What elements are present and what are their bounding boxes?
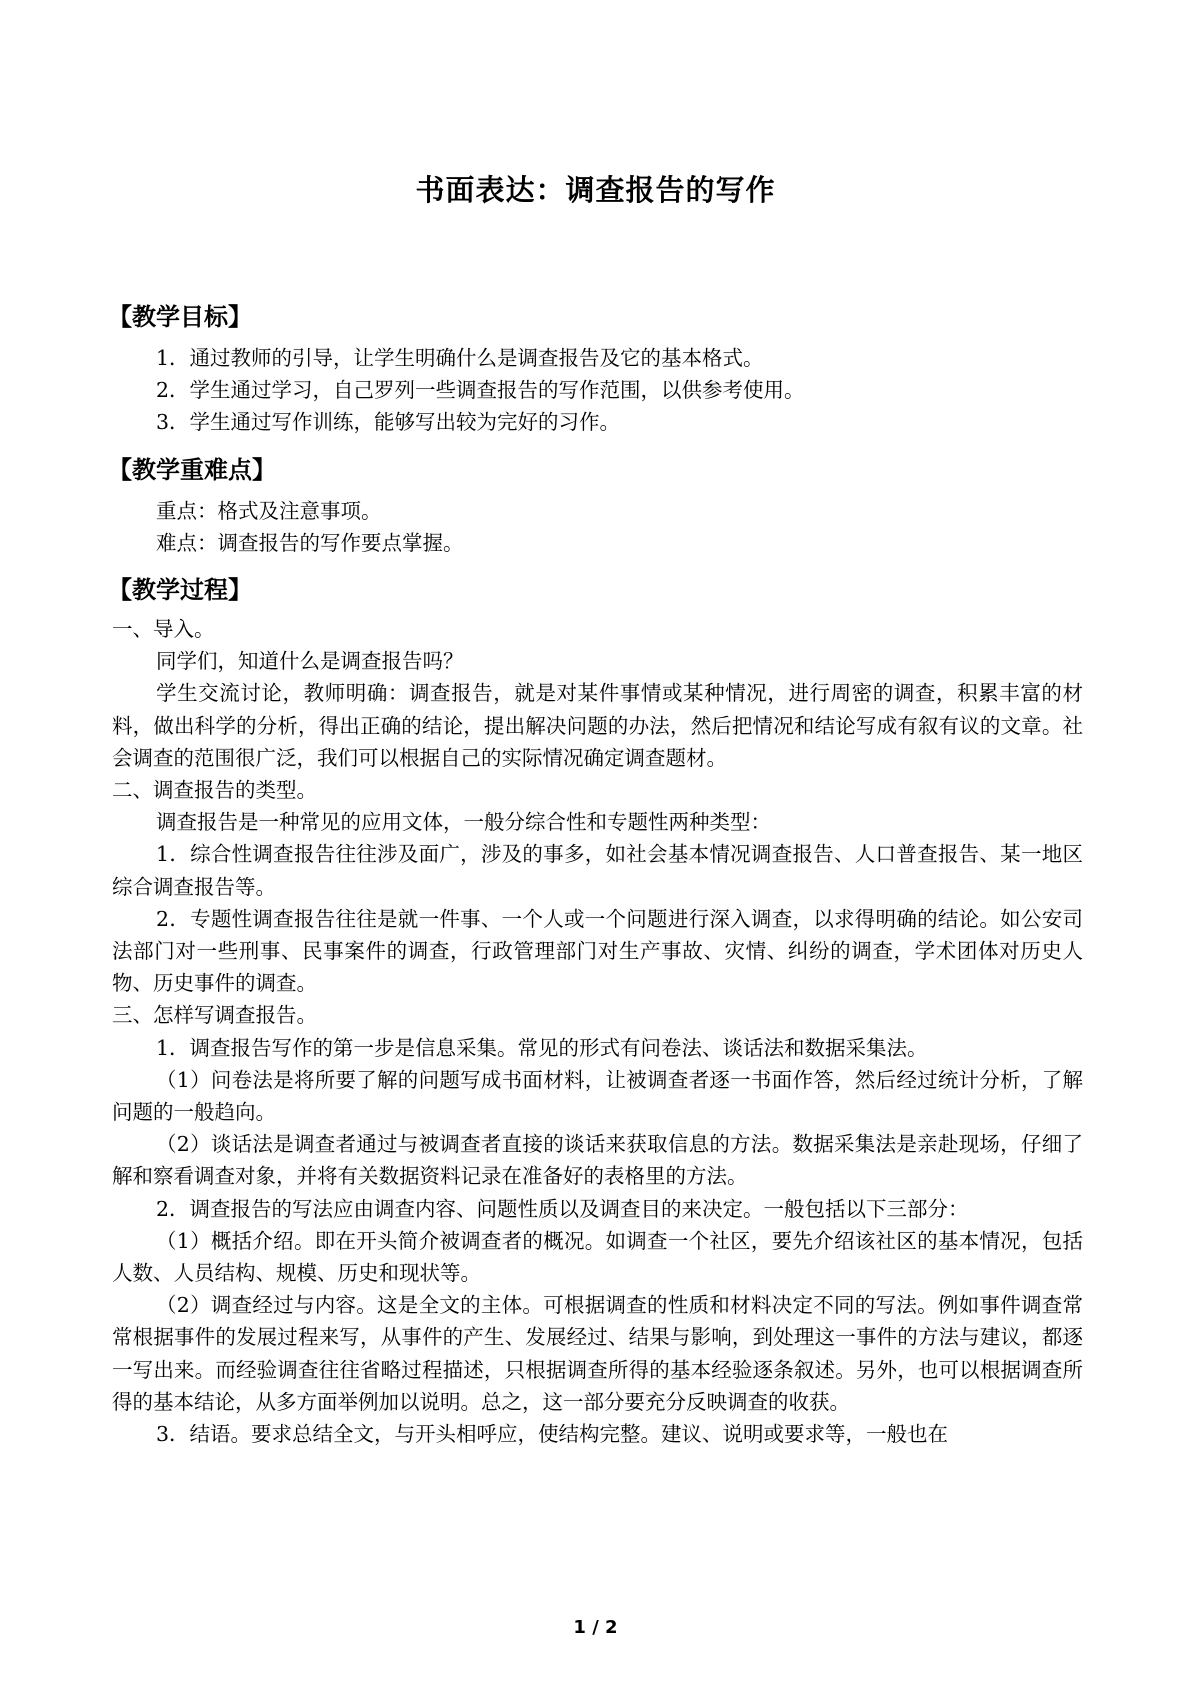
process-subheading: 一、导入。	[112, 617, 215, 642]
process-paragraph: 2．专题性调查报告往往是就一件事、一个人或一个问题进行深入调查，以求得明确的结论。如公安司法部门对一些刑事、民事案件的调查，行政管理部门对生产事故、灾情、纠纷的调查，学术团体对历史人物、历史事件的调查。	[112, 906, 1083, 996]
section-heading-process: 【教学过程】	[108, 576, 252, 605]
process-subheading: 二、调查报告的类型。	[112, 778, 317, 803]
process-paragraph: （1）问卷法是将所要了解的问题写成书面材料，让被调查者逐一书面作答，然后经过统计分析，了解问题的一般趋向。	[112, 1067, 1083, 1125]
process-paragraph: （2）调查经过与内容。这是全文的主体。可根据调查的性质和材料决定不同的写法。例如事件调查常常根据事件的发展过程来写，从事件的产生、发展经过、结果与影响，到处理这一事件的方法与建议，都逐一写出来。而经验调查往往省略过程描述，只根据调查所得的基本经验逐条叙述。另外，也可以根据调查所得的基本结论，从多方面举例加以说明。总之，这一部分要充分反映调查的收获。	[112, 1293, 1083, 1414]
key-point-item: 难点：调查报告的写作要点掌握。	[156, 530, 464, 555]
objective-item: 1．通过教师的引导，让学生明确什么是调查报告及它的基本格式。	[156, 346, 764, 370]
key-point-item: 重点：格式及注意事项。	[156, 498, 382, 523]
process-paragraph: （2）谈话法是调查者通过与被调查者直接的谈话来获取信息的方法。数据采集法是亲赴现场，仔细了解和察看调查对象，并将有关数据资料记录在准备好的表格里的方法。	[112, 1132, 1083, 1189]
section-heading-key-points: 【教学重难点】	[108, 455, 276, 484]
process-paragraph: 1．调查报告写作的第一步是信息采集。常见的形式有问卷法、谈话法和数据采集法。	[156, 1035, 928, 1060]
document-body	[108, 300, 1083, 1450]
process-paragraph: 2．调查报告的写法应由调查内容、问题性质以及调查目的来决定。一般包括以下三部分：	[156, 1196, 969, 1221]
objective-item: 2．学生通过学习，自己罗列一些调查报告的写作范围，以供参考使用。	[156, 378, 805, 403]
section-heading-objectives: 【教学目标】	[108, 303, 252, 331]
page-title: 书面表达：调查报告的写作	[415, 173, 776, 207]
process-paragraph: （1）概括介绍。即在开头简介被调查者的概况。如调查一个社区，要先介绍该社区的基本情况，包括人数、人员结构、规模、历史和现状等。	[112, 1228, 1083, 1286]
process-paragraph: 1．综合性调查报告往往涉及面广，涉及的事多，如社会基本情况调查报告、人口普查报告、某一地区综合调查报告等。	[112, 842, 1083, 899]
process-paragraph: 同学们，知道什么是调查报告吗？	[156, 649, 464, 674]
objective-item: 3．学生通过写作训练，能够写出较为完好的习作。	[156, 410, 621, 435]
process-paragraph: 学生交流讨论，教师明确：调查报告，就是对某件事情或某种情况，进行周密的调查，积累丰富的材料，做出科学的分析，得出正确的结论，提出解决问题的办法，然后把情况和结论写成有叙有议的文章。社会调查的范围很广泛，我们可以根据自己的实际情况确定调查题材。	[112, 681, 1083, 770]
process-paragraph: 调查报告是一种常见的应用文体，一般分综合性和专题性两种类型：	[156, 810, 771, 835]
process-paragraph: 3．结语。要求总结全文，与开头相呼应，使结构完整。建议、说明或要求等，一般也在	[156, 1422, 949, 1447]
page-number: 1 / 2	[573, 1617, 618, 1638]
process-subheading: 三、怎样写调查报告。	[112, 1003, 317, 1028]
